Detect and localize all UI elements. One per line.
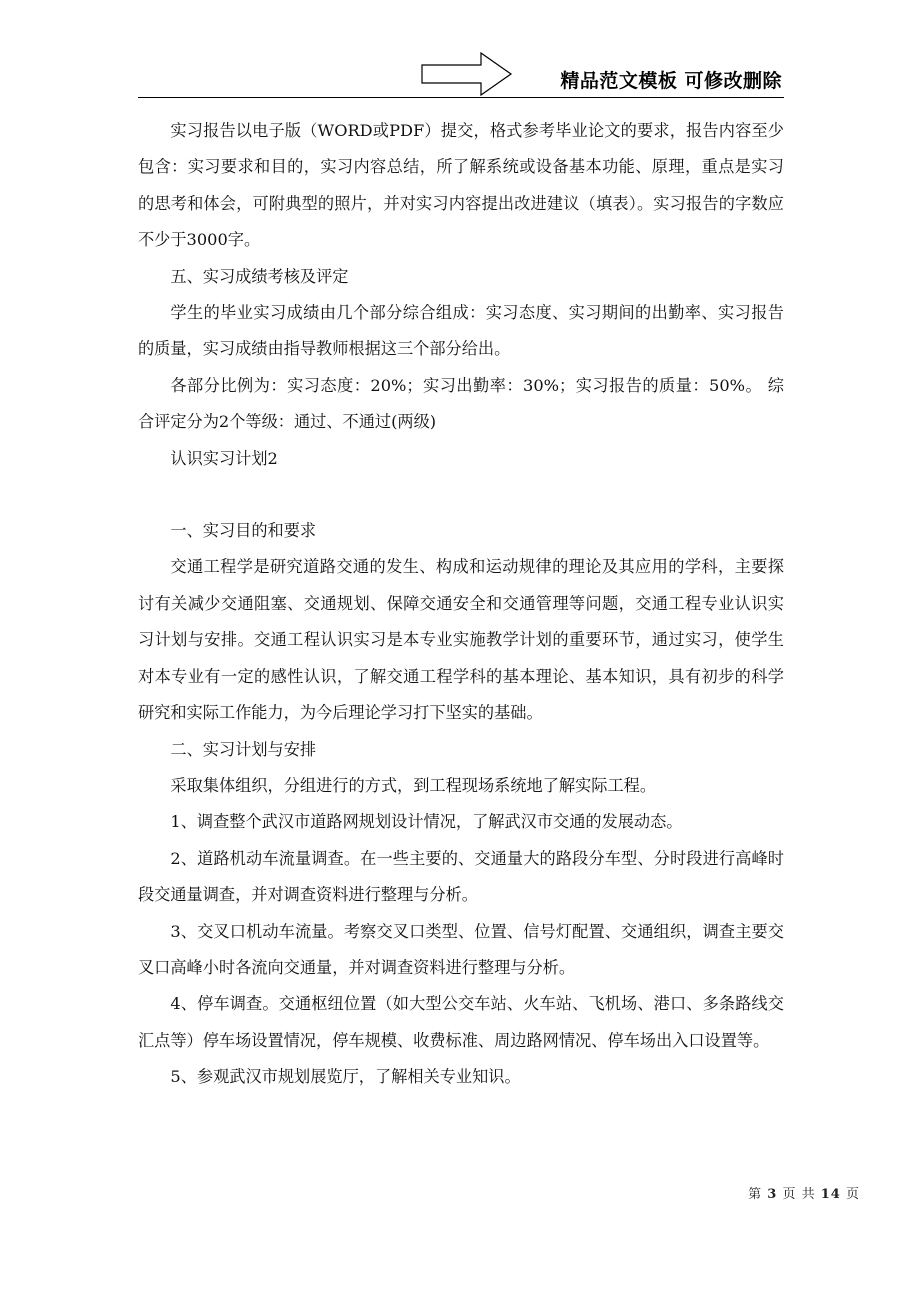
list-item: 1、调查整个武汉市道路网规划设计情况，了解武汉市交通的发展动态。 (170, 812, 683, 832)
section-heading: 五、实习成绩考核及评定 (170, 266, 349, 286)
paragraph: 各部分比例为：实习态度：20%；实习出勤率：30%；实习报告的质量：50%。 综合评定分为2个等级：通过、不通过(两级) (138, 375, 784, 432)
document-body (138, 113, 784, 1096)
current-page: 3 (767, 1187, 778, 1202)
page-number (748, 1183, 860, 1202)
section-heading: 二、实习计划与安排 (170, 739, 317, 759)
list-item: 3、交叉口机动车流量。考察交叉口类型、位置、信号灯配置、交通组织，调查主要交叉口高峰小时各流向交通量，并对调查资料进行整理与分析。 (138, 921, 784, 977)
page-header (138, 52, 784, 98)
header-rule (138, 97, 784, 98)
list-item: 2、道路机动车流量调查。在一些主要的、交通量大的路段分车型、分时段进行高峰时段交通量调查，并对调查资料进行整理与分析。 (138, 848, 784, 905)
page-prefix: 第 (748, 1187, 763, 1202)
total-pages: 14 (820, 1187, 841, 1202)
page-middle: 页 共 (782, 1187, 816, 1202)
paragraph: 交通工程学是研究道路交通的发生、构成和运动规律的理论及其应用的学科，主要探讨有关减少交通阻塞、交通规划、保障交通安全和交通管理等问题，交通工程专业认识实习计划与安排。交通工程认识实习是本专业实施教学计划的重要环节，通过实习，使学生对本专业有一定的感性认识，了解交通工程学科的基本理论、基本知识，具有初步的科学研究和实际工作能力，为今后理论学习打下坚实的基础。 (138, 557, 784, 723)
right-arrow-icon (421, 52, 513, 96)
section-heading: 一、实习目的和要求 (170, 521, 317, 541)
page-suffix: 页 (845, 1187, 860, 1202)
blank-line (138, 477, 784, 513)
header-title: 精品范文模板 可修改删除 (560, 70, 782, 92)
paragraph: 实习报告以电子版（WORD或PDF）提交，格式参考毕业论文的要求，报告内容至少包含：实习要求和目的，实习内容总结，所了解系统或设备基本功能、原理，重点是实习的思考和体会，可附典型的照片，并对实习内容提出改进建议（填表）。实习报告的字数应不少于3000字。 (138, 121, 784, 250)
paragraph: 学生的毕业实习成绩由几个部分综合组成：实习态度、实习期间的出勤率、实习报告的质量，实习成绩由指导教师根据这三个部分给出。 (138, 303, 784, 359)
list-item: 4、停车调查。交通枢纽位置（如大型公交车站、火车站、飞机场、港口、多条路线交汇点等）停车场设置情况，停车规模、收费标准、周边路网情况、停车场出入口设置等。 (138, 994, 784, 1050)
paragraph: 采取集体组织，分组进行的方式，到工程现场系统地了解实际工程。 (170, 775, 657, 795)
document-subtitle: 认识实习计划2 (170, 448, 278, 468)
list-item: 5、参观武汉市规划展览厅，了解相关专业知识。 (170, 1067, 521, 1087)
